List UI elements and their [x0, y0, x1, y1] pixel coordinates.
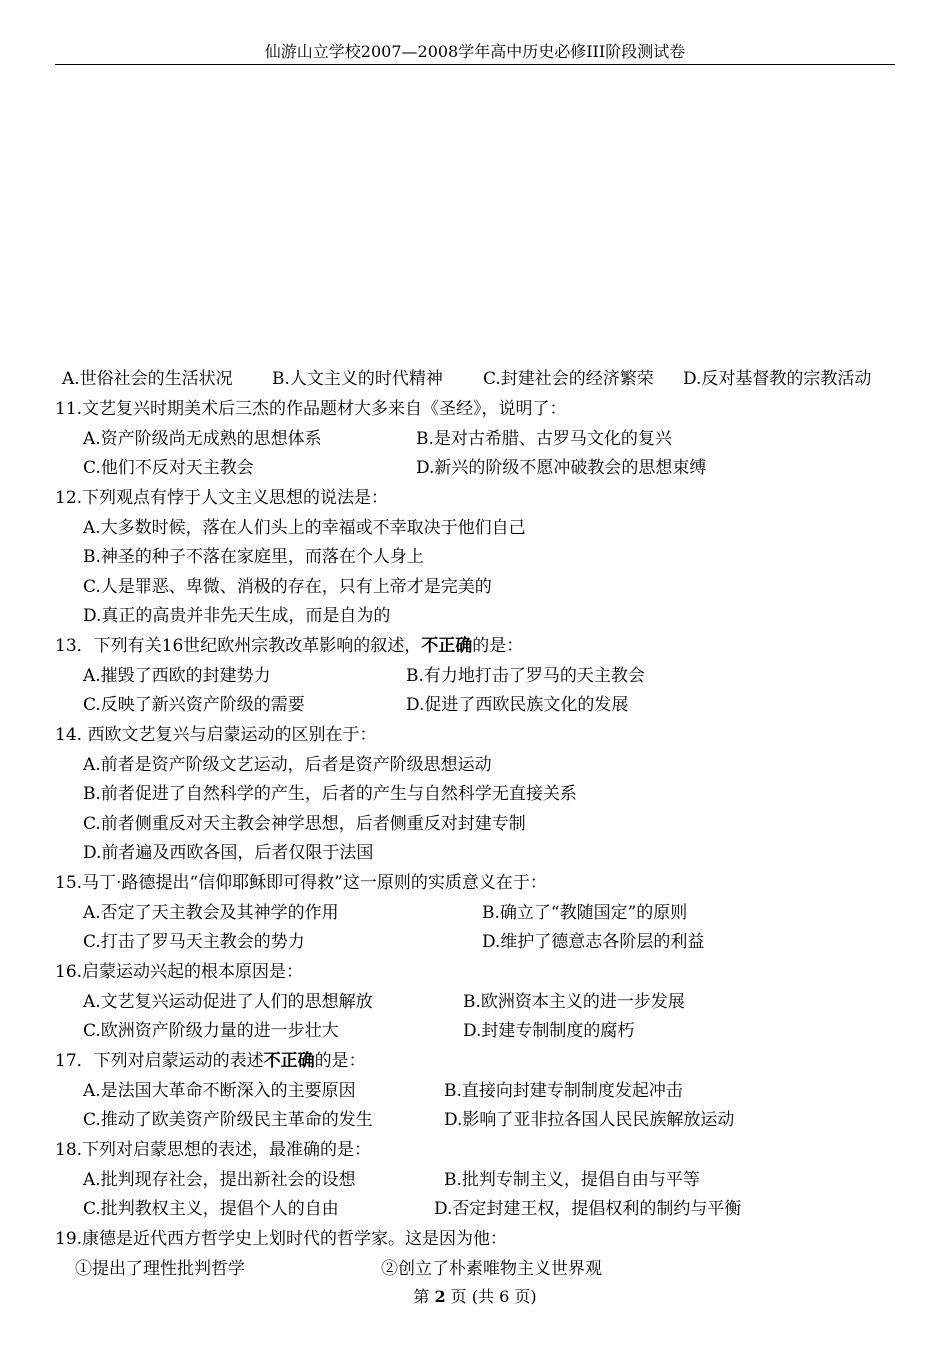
question-13-stem-text: 13．下列有关16世纪欧州宗教改革影响的叙述，: [55, 636, 422, 656]
question-12-option-a: A.大多数时候，落在人们头上的幸福或不幸取决于他们自己: [83, 518, 526, 538]
question-17-option-d: D.影响了亚非拉各国人民民族解放运动: [444, 1110, 735, 1130]
question-14-option-a: A.前者是资产阶级文艺运动，后者是资产阶级思想运动: [83, 755, 492, 775]
question-16-option-a: A.文艺复兴运动促进了人们的思想解放: [83, 992, 373, 1012]
question-14-stem: 14. 西欧文艺复兴与启蒙运动的区别在于：: [55, 725, 377, 745]
question-17-option-b: B.直接向封建专制制度发起冲击: [444, 1081, 683, 1101]
question-13-stem-end: 的是：: [472, 636, 524, 656]
question-13-option-a: A.摧毁了西欧的封建势力: [83, 666, 271, 686]
question-14-option-b: B.前者促进了自然科学的产生，后者的产生与自然科学无直接关系: [83, 784, 577, 804]
question-19-item-2: ②创立了朴素唯物主义世界观: [381, 1259, 602, 1279]
question-17-option-a: A.是法国大革命不断深入的主要原因: [83, 1081, 356, 1101]
question-19-item-1: ①提出了理性批判哲学: [75, 1259, 245, 1279]
question-13-stem: [55, 634, 523, 658]
question-15-option-b: B.确立了“教随国定”的原则: [482, 903, 688, 923]
page-header: 仙游山立学校2007—2008学年高中历史必修III阶段测试卷: [264, 42, 686, 61]
question-15-option-d: D.维护了德意志各阶层的利益: [482, 932, 705, 952]
footer-total-pages: 6: [499, 1287, 510, 1306]
question-18-option-c: C.批判教权主义，提倡个人的自由: [83, 1199, 339, 1219]
question-18-stem: 18.下列对启蒙思想的表述，最准确的是：: [55, 1140, 372, 1160]
footer-middle: 页 (共: [445, 1287, 500, 1306]
question-18-option-d: D.否定封建王权，提倡权利的制约与平衡: [434, 1199, 742, 1219]
footer-page-number: 2: [434, 1287, 446, 1306]
question-17-stem-end: 的是：: [314, 1051, 366, 1071]
question-18-option-b: B.批判专制主义，提倡自由与平等: [444, 1170, 700, 1190]
question-11-option-b: B.是对古希腊、古罗马文化的复兴: [416, 429, 672, 449]
question-14-option-d: D.前者遍及西欧各国，后者仅限于法国: [83, 843, 374, 863]
question-17-stem: [55, 1049, 366, 1073]
prev-option-b: B.人文主义的时代精神: [272, 369, 443, 389]
prev-option-c: C.封建社会的经济繁荣: [483, 369, 654, 389]
question-17-option-c: C.推动了欧美资产阶级民主革命的发生: [83, 1110, 373, 1130]
question-13-option-c: C.反映了新兴资产阶级的需要: [83, 695, 305, 715]
question-17-emphasis: 不正确: [263, 1051, 315, 1071]
question-11-option-c: C.他们不反对天主教会: [83, 458, 254, 478]
header-rule: [55, 64, 895, 65]
question-16-stem: 16.启蒙运动兴起的根本原因是：: [55, 962, 304, 982]
page-footer: [0, 1285, 950, 1309]
question-12-option-b: B.神圣的种子不落在家庭里，而落在个人身上: [83, 547, 424, 567]
question-14-option-c: C.前者侧重反对天主教会神学思想，后者侧重反对封建专制: [83, 814, 526, 834]
question-13-emphasis: 不正确: [421, 636, 473, 656]
question-15-stem: 15.马丁·路德提出“信仰耶稣即可得救”这一原则的实质意义在于：: [55, 873, 547, 893]
prev-option-d: D.反对基督教的宗教活动: [683, 369, 872, 389]
question-16-option-b: B.欧洲资本主义的进一步发展: [463, 992, 685, 1012]
question-12-option-c: C.人是罪恶、卑微、消极的存在，只有上帝才是完美的: [83, 577, 492, 597]
question-11-option-d: D.新兴的阶级不愿冲破教会的思想束缚: [416, 458, 707, 478]
question-15-option-a: A.否定了天主教会及其神学的作用: [83, 903, 339, 923]
question-16-option-c: C.欧洲资产阶级力量的进一步壮大: [83, 1021, 339, 1041]
question-11-option-a: A.资产阶级尚无成熟的思想体系: [83, 429, 322, 449]
footer-suffix: 页): [509, 1287, 537, 1306]
question-11-stem: 11.文艺复兴时期美术后三杰的作品题材大多来自《圣经》，说明了：: [55, 399, 567, 419]
question-15-option-c: C.打击了罗马天主教会的势力: [83, 932, 305, 952]
question-12-option-d: D.真正的高贵并非先天生成，而是自为的: [83, 606, 391, 626]
question-13-option-b: B.有力地打击了罗马的天主教会: [406, 666, 645, 686]
question-16-option-d: D.封建专制制度的腐朽: [463, 1021, 635, 1041]
question-19-stem: 19.康德是近代西方哲学史上划时代的哲学家。这是因为他：: [55, 1229, 508, 1249]
question-12-stem: 12.下列观点有悖于人文主义思想的说法是：: [55, 488, 389, 508]
question-18-option-a: A.批判现存社会，提出新社会的设想: [83, 1170, 356, 1190]
prev-option-a: A.世俗社会的生活状况: [62, 369, 233, 389]
footer-prefix: 第: [413, 1287, 435, 1306]
question-17-stem-text: 17．下列对启蒙运动的表述: [55, 1051, 264, 1071]
question-13-option-d: D.促进了西欧民族文化的发展: [406, 695, 629, 715]
